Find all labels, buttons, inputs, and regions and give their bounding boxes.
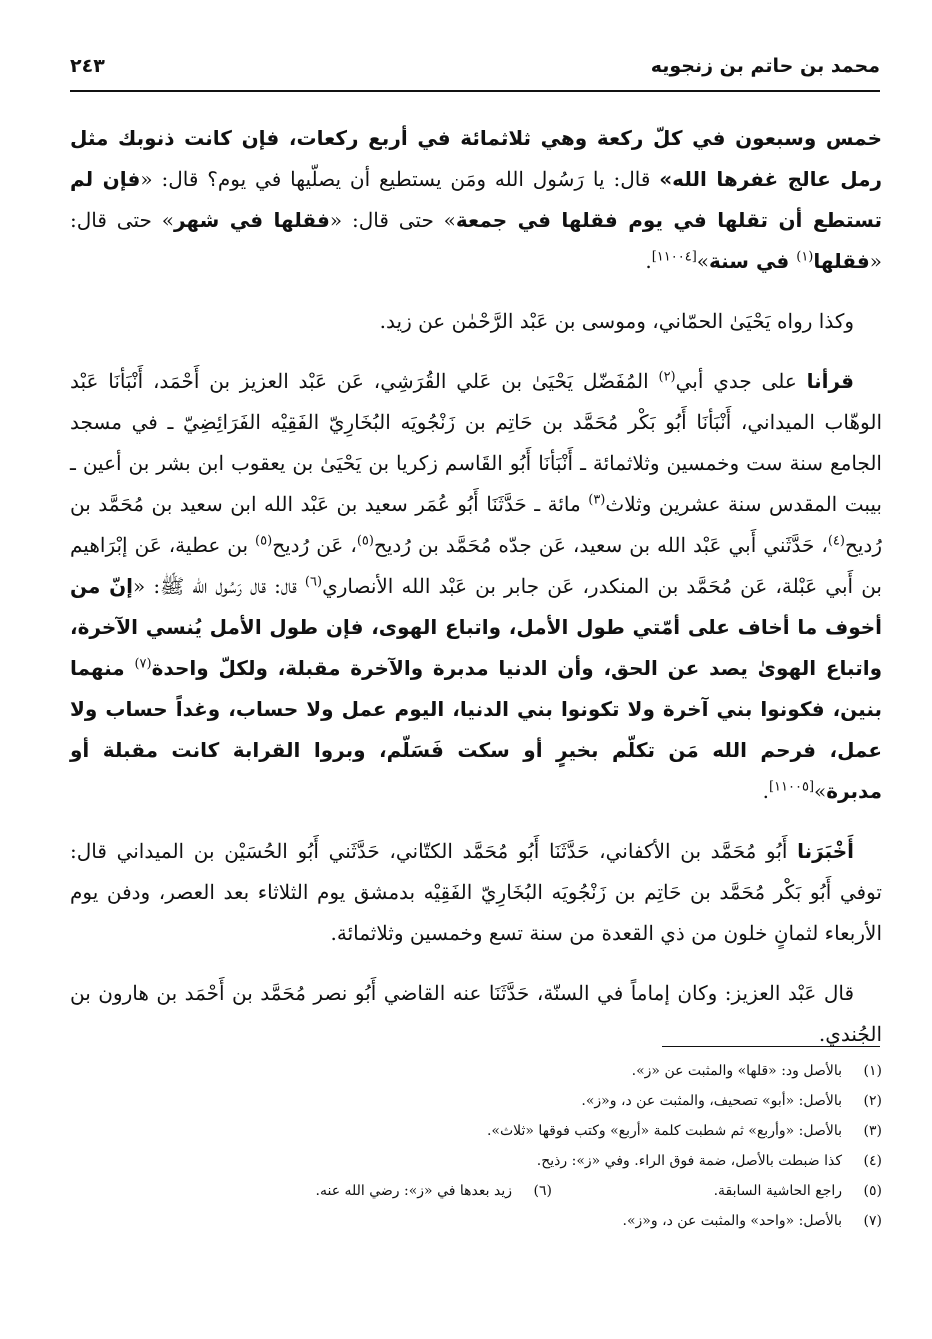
bold-text: فقلها	[813, 249, 870, 273]
footnote-text: بالأصل: «واحد» والمثبت عن د، و«ز».	[622, 1213, 842, 1229]
footnote-text: كذا ضبطت بالأصل، ضمة فوق الراء. وفي «ز»: رذيح.	[536, 1153, 842, 1169]
text: .	[645, 249, 652, 273]
paragraph-3	[70, 361, 882, 812]
footnote-text: زيد بعدها في «ز»: رضي الله عنه.	[315, 1183, 512, 1199]
footnote-6	[222, 1176, 552, 1206]
footnote-ref: (٢)	[658, 369, 676, 385]
footnote-number: (٥)	[863, 1183, 882, 1199]
text: » حتى قال: «	[329, 208, 456, 232]
text: المُفَضّل يَحْيَىٰ بن عَلي القُرَشِي، عَن عَبْد العزيز بن أَحْمَد، أَنْبَأنَا عَبْد الوهّاب الميداني، أَنْبَأنَا أَبُو بَكْر مُحَمَّد بن حَاتِم بن زَنْجُويَه البُخَارِيّ الفَقِيْه الفَرَائِضِيّ ـ في مسجد الجامع سنة ست وخمسين وثلاثمائة ـ أَنْبَأنَا أَبُو القَاسم زكريا بن يَحْيَىٰ بن يعقوب ابن بشر بن أعين ـ بيبت المقدس سنة عشرين وثلاث	[70, 369, 883, 516]
footnote-ref: (٥)	[356, 533, 374, 549]
footnote-text: بالأصل: «أبو» تصحيف، والمثبت عن د، و«ز».	[581, 1093, 842, 1109]
bold-text: فإن لم تستطع أن تقلها في يوم فقلها في جمعة	[70, 167, 882, 232]
footnote-ref: (٣)	[588, 492, 606, 508]
text: قال: يا رَسُول الله ومَن يستطيع أن يصلّيها في يوم؟ قال: «	[140, 167, 660, 191]
text: قال: قال رَسُول الله ﷺ: «	[133, 574, 305, 598]
footnote-ref: (٧)	[134, 656, 152, 672]
paragraph-4	[70, 831, 882, 954]
text: ، حَدَّثَني أَبي عَبْد الله بن سعيد، عَن جدّه مُحَمَّد بن رُديح	[373, 533, 828, 557]
text: ، عَن رُديح	[272, 533, 357, 557]
bold-text: إنّ من أخوف ما أخاف على أمّتي طول الأمل، واتباع الهوى، فإن طول الأمل يُنسي الآخرة، واتباع الهوىٰ يصد عن الحق، وأن الدنيا مدبرة والآخرة مقبلة، ولكلّ واحدة	[70, 574, 882, 680]
footnote-7	[70, 1206, 882, 1236]
bold-text: قرأنا	[806, 369, 854, 393]
bold-text: أَخْبَرَنا	[797, 839, 854, 863]
text: » حتى قال: «	[70, 208, 882, 273]
text: على جدي أبي	[675, 369, 807, 393]
footnote-number: (٣)	[863, 1123, 882, 1139]
bold-text: فقلها في شهر	[173, 208, 330, 232]
footnote-1	[70, 1056, 882, 1086]
bold-text: خمس وسبعون في كلّ ركعة وهي ثلاثمائة في أربع ركعات، فإن كانت ذنوبك مثل رمل عالج غفرها الله»	[70, 126, 883, 191]
paragraph-2: وكذا رواه يَحْيَىٰ الحمّاني، وموسى بن عَبْد الرَّحْمٰن عن زيد.	[379, 309, 854, 333]
record-number: [١١٠٠٥]	[768, 779, 815, 795]
footnote-number: (١)	[863, 1063, 882, 1079]
main-text	[70, 118, 882, 1055]
page-header	[70, 42, 880, 92]
text: أَبُو مُحَمَّد بن الأكفاني، حَدَّثَنَا أَبُو مُحَمَّد الكتّاني، حَدَّثَني أَبُو الحُسَيْن بن الميداني قال: توفي أَبُو بَكْر مُحَمَّد بن حَاتِم بن زَنْجُويَه البُخَارِيّ الفَقِيْه بدمشق يوم الثلاثاء بعد العصر، ودفن يوم الأربعاء لثمانٍ خلون من ذي القعدة من سنة تسع وخمسين وثلاثمائة.	[70, 839, 882, 945]
footnote-number: (٢)	[863, 1093, 882, 1109]
text: »	[696, 249, 710, 273]
footnote-3	[70, 1116, 882, 1146]
text: .	[762, 779, 769, 803]
paragraph-1	[70, 118, 882, 282]
footnote-row	[70, 1176, 882, 1206]
footnotes	[70, 1056, 882, 1236]
record-number: [١١٠٠٤]	[651, 249, 697, 265]
footnote-number: (٦)	[533, 1183, 552, 1199]
running-title: محمد بن حاتم بن زنجويه	[650, 55, 880, 77]
footnote-ref: (٤)	[827, 533, 845, 549]
text: »	[814, 779, 827, 803]
footnote-number: (٤)	[863, 1153, 882, 1169]
bold-text: منهما بنين، فكونوا بني آخرة ولا تكونوا بني الدنيا، اليوم عمل ولا حساب، وغداً حساب ولا عمل، فرحم الله مَن تكلّم بخيرٍ أو سكت فَسَلّم، وبروا القرابة كانت مقبلة أو مدبرة	[70, 656, 882, 803]
footnote-text: بالأصل: «وأربع» ثم شطبت كلمة «أربع» وكتب فوقها «ثلاث».	[486, 1123, 842, 1139]
text: بن عطية، عَن إبْرَاهيم بن أَبي عَبْلة، عَن مُحَمَّد بن المنكدر، عَن جابر بن عَبْد الله الأنصاري	[70, 533, 882, 598]
footnote-5	[552, 1176, 882, 1206]
footnote-ref: (٥)	[255, 533, 273, 549]
text: مائة ـ حَدَّثَنَا أَبُو عُمَر سعيد بن عَبْد الله ابن سعيد بن مُحَمَّد بن رُديح	[70, 492, 882, 557]
footnote-separator	[662, 1046, 880, 1047]
footnote-number: (٧)	[863, 1213, 882, 1229]
page-number: ٢٤٣	[70, 55, 105, 77]
footnote-2	[70, 1086, 882, 1116]
paragraph-5: قال عَبْد العزيز: وكان إماماً في السنّة، حَدَّثَنَا عنه القاضي أَبُو نصر مُحَمَّد بن أَحْمَد بن هارون بن الجُندي.	[70, 981, 882, 1046]
footnote-ref: (١)	[796, 249, 814, 265]
footnote-4	[70, 1146, 882, 1176]
footnote-text: بالأصل ود: «قلها» والمثبت عن «ز».	[631, 1063, 842, 1079]
footnote-text: راجع الحاشية السابقة.	[713, 1183, 842, 1199]
bold-text: في سنة	[709, 249, 797, 273]
footnote-ref: (٦)	[304, 574, 323, 590]
